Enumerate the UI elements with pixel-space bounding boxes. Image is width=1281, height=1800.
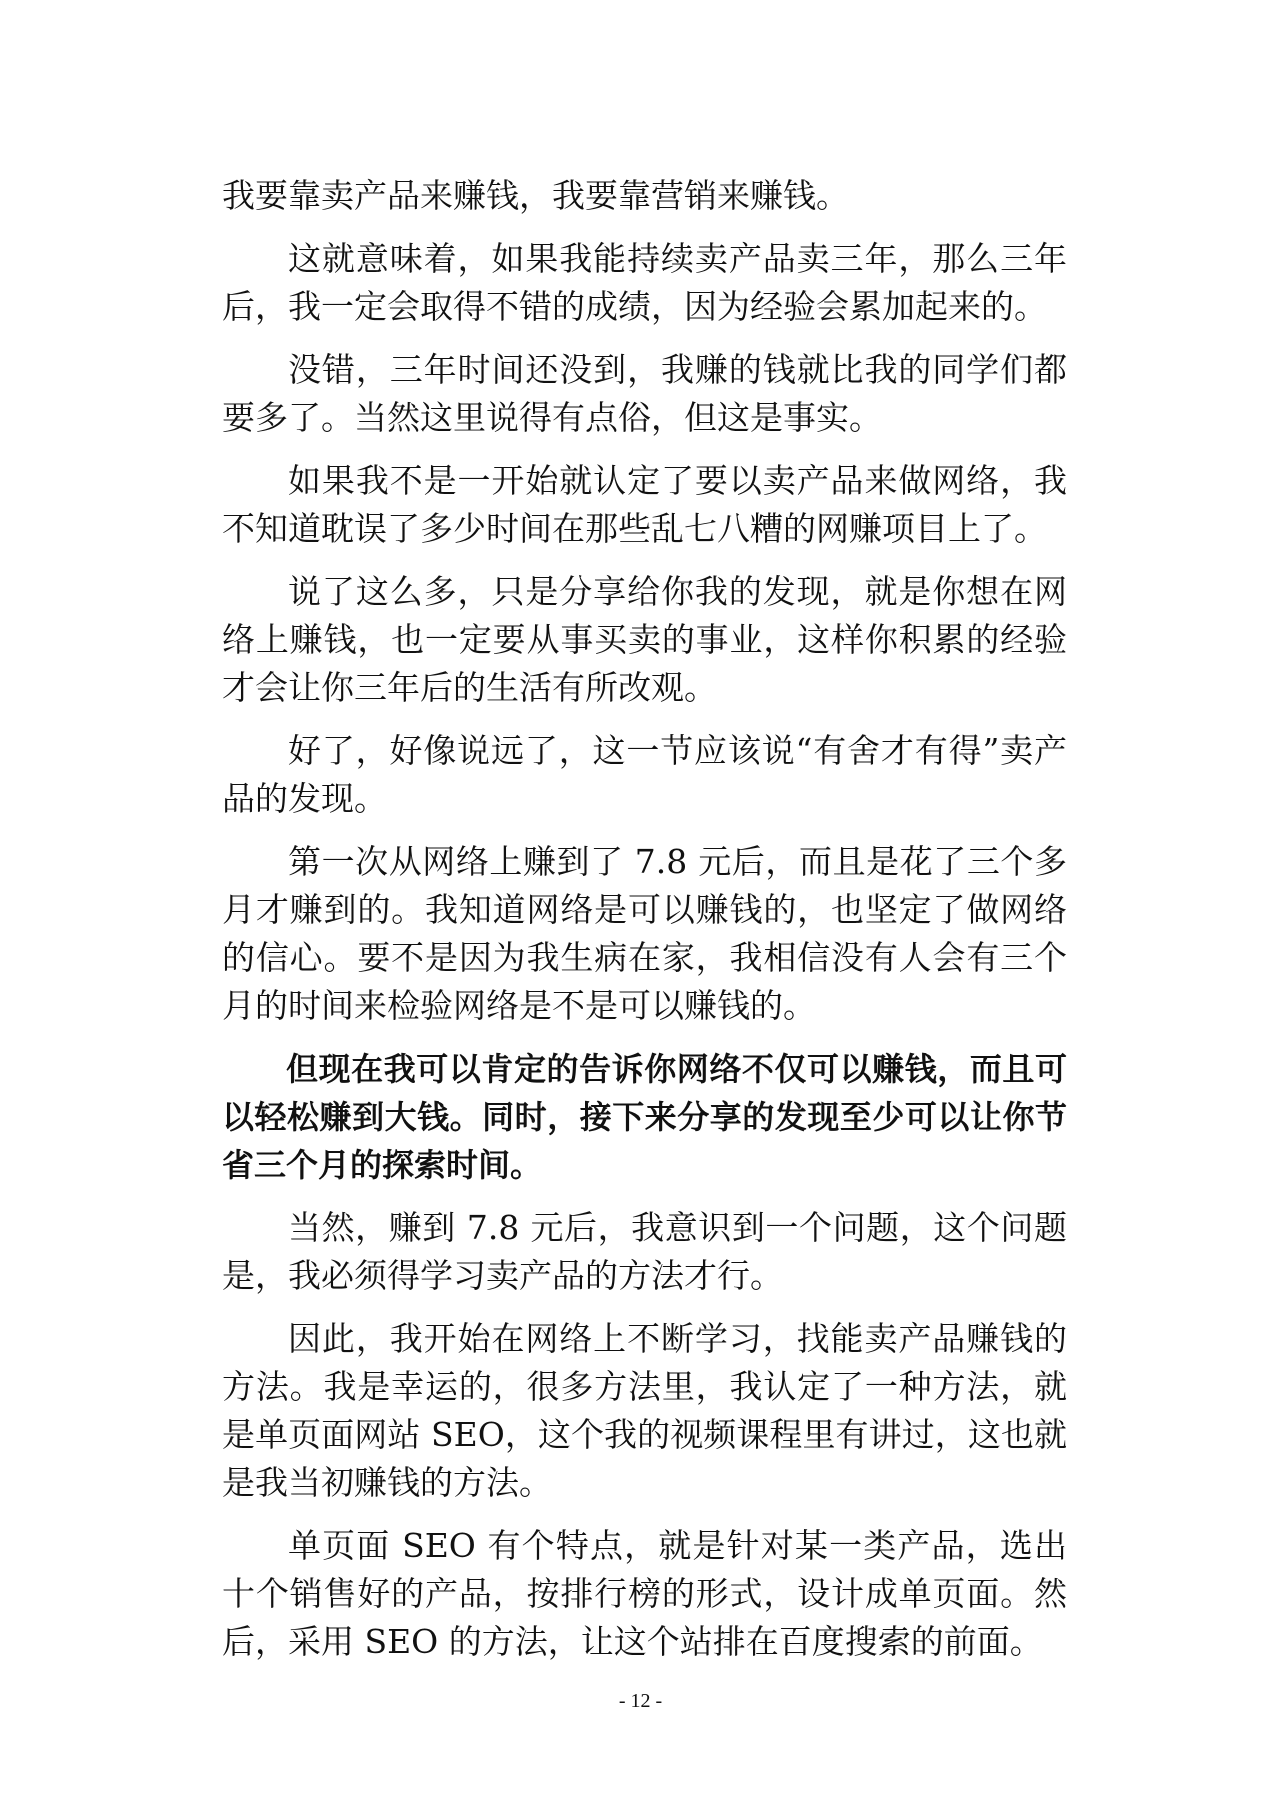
paragraph: 我要靠卖产品来赚钱，我要靠营销来赚钱。 xyxy=(222,176,849,215)
paragraph: 当然，赚到 7.8 元后，我意识到一个问题，这个问题是，我必须得学习卖产品的方法才行。 xyxy=(222,1208,1067,1295)
paragraph: 这就意味着，如果我能持续卖产品卖三年，那么三年后，我一定会取得不错的成绩，因为经验会累加起来的。 xyxy=(222,239,1067,326)
paragraph: 第一次从网络上赚到了 7.8 元后，而且是花了三个多月才赚到的。我知道网络是可以赚钱的，也坚定了做网络的信心。要不是因为我生病在家，我相信没有人会有三个月的时间来检验网络是不是可以赚钱的。 xyxy=(222,842,1067,1025)
paragraph: 好了，好像说远了，这一节应该说“有舍才有得”卖产品的发现。 xyxy=(222,731,1067,818)
paragraph: 没错，三年时间还没到，我赚的钱就比我的同学们都要多了。当然这里说得有点俗，但这是事实。 xyxy=(222,350,1067,437)
paragraph: 单页面 SEO 有个特点，就是针对某一类产品，选出十个销售好的产品，按排行榜的形式，设计成单页面。然后，采用 SEO 的方法，让这个站排在百度搜索的前面。 xyxy=(222,1526,1067,1661)
paragraph: 说了这么多，只是分享给你我的发现，就是你想在网络上赚钱，也一定要从事买卖的事业，这样你积累的经验才会让你三年后的生活有所改观。 xyxy=(222,572,1067,707)
emphasized-paragraph: 但现在我可以肯定的告诉你网络不仅可以赚钱，而且可以轻松赚到大钱。同时，接下来分享的发现至少可以让你节省三个月的探索时间。 xyxy=(222,1050,1067,1184)
paragraph: 因此，我开始在网络上不断学习，找能卖产品赚钱的方法。我是幸运的，很多方法里，我认定了一种方法，就是单页面网站 SEO，这个我的视频课程里有讲过，这也就是我当初赚钱的方法。 xyxy=(222,1319,1067,1502)
page-number: - 12 - xyxy=(618,1690,663,1712)
body-text xyxy=(222,172,1067,1681)
paragraph: 如果我不是一开始就认定了要以卖产品来做网络，我不知道耽误了多少时间在那些乱七八糟的网赚项目上了。 xyxy=(222,461,1067,548)
